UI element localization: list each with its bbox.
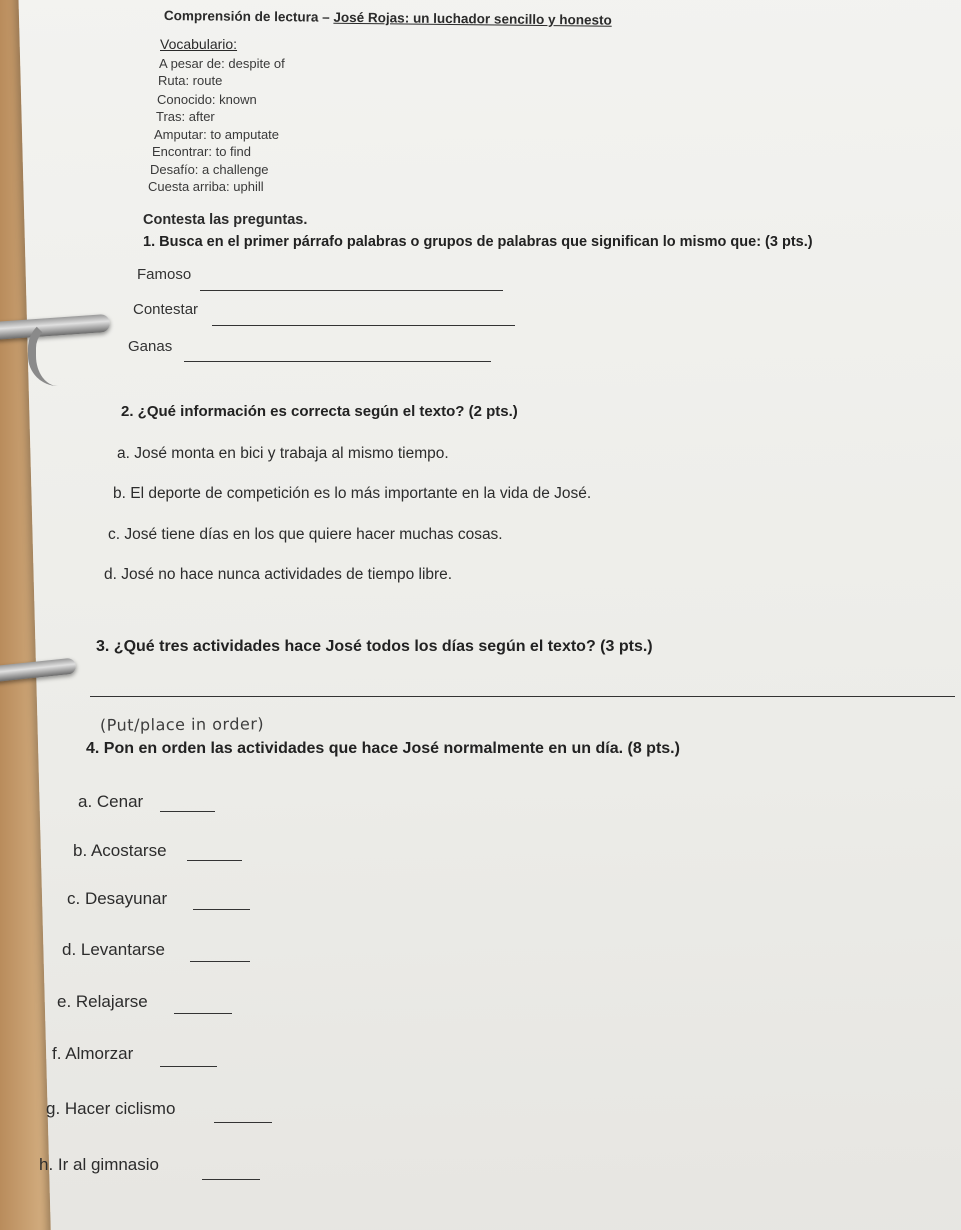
option-item[interactable]: a. José monta en bici y trabaja al mismo tiempo. xyxy=(117,445,449,462)
synonym-word: Ganas xyxy=(128,338,173,355)
instructions-heading: Contesta las preguntas. xyxy=(143,212,308,228)
vocab-item: Amputar: to amputate xyxy=(154,127,280,142)
answer-blank[interactable] xyxy=(184,361,491,362)
answer-blank[interactable] xyxy=(212,325,515,326)
order-item: d. Levantarse xyxy=(62,940,166,959)
vocab-item: Ruta: route xyxy=(158,73,223,88)
order-blank[interactable] xyxy=(214,1122,272,1123)
synonym-word: Contestar xyxy=(133,301,199,318)
order-blank[interactable] xyxy=(160,811,215,812)
order-item: e. Relajarse xyxy=(57,992,148,1011)
vocab-item: Cuesta arriba: uphill xyxy=(148,179,264,194)
order-item: b. Acostarse xyxy=(73,841,167,860)
answer-blank[interactable] xyxy=(200,290,503,291)
title-subtitle: José Rojas: un luchador sencillo y honesto xyxy=(333,9,612,28)
vocab-item: A pesar de: despite of xyxy=(159,56,285,71)
order-item: c. Desayunar xyxy=(67,889,168,908)
vocab-item: Desafío: a challenge xyxy=(150,162,269,177)
vocab-item: Conocido: known xyxy=(157,92,257,107)
order-blank[interactable] xyxy=(160,1066,217,1067)
option-item[interactable]: c. José tiene días en los que quiere hacer muchas cosas. xyxy=(108,526,503,543)
question-4: 4. Pon en orden las actividades que hace José normalmente en un día. (8 pts.) xyxy=(86,740,680,757)
vocab-item: Tras: after xyxy=(156,109,215,124)
vocab-item: Encontrar: to find xyxy=(152,144,251,159)
vocabulary-heading: Vocabulario: xyxy=(160,36,238,52)
binder-ring-hook xyxy=(28,318,76,386)
order-item: a. Cenar xyxy=(78,792,144,811)
option-item[interactable]: d. José no hace nunca actividades de tiempo libre. xyxy=(104,566,453,583)
order-blank[interactable] xyxy=(174,1013,232,1014)
handwritten-note: (Put/place in order) xyxy=(99,714,265,735)
title-prefix: Comprensión de lectura – xyxy=(163,8,334,25)
question-1: 1. Busca en el primer párrafo palabras o grupos de palabras que significan lo mismo que: (3 pts.) xyxy=(143,234,813,250)
order-item: h. Ir al gimnasio xyxy=(39,1155,159,1174)
order-item: f. Almorzar xyxy=(52,1044,134,1063)
answer-line[interactable] xyxy=(90,696,955,697)
option-item[interactable]: b. El deporte de competición es lo más importante en la vida de José. xyxy=(113,485,592,502)
question-2: 2. ¿Qué información es correcta según el texto? (2 pts.) xyxy=(121,403,518,420)
synonym-word: Famoso xyxy=(137,266,192,283)
order-blank[interactable] xyxy=(190,961,250,962)
order-blank[interactable] xyxy=(193,909,250,910)
order-blank[interactable] xyxy=(202,1179,260,1180)
order-item: g. Hacer ciclismo xyxy=(46,1099,176,1118)
question-3: 3. ¿Qué tres actividades hace José todos los días según el texto? (3 pts.) xyxy=(96,638,653,655)
order-blank[interactable] xyxy=(187,860,242,861)
